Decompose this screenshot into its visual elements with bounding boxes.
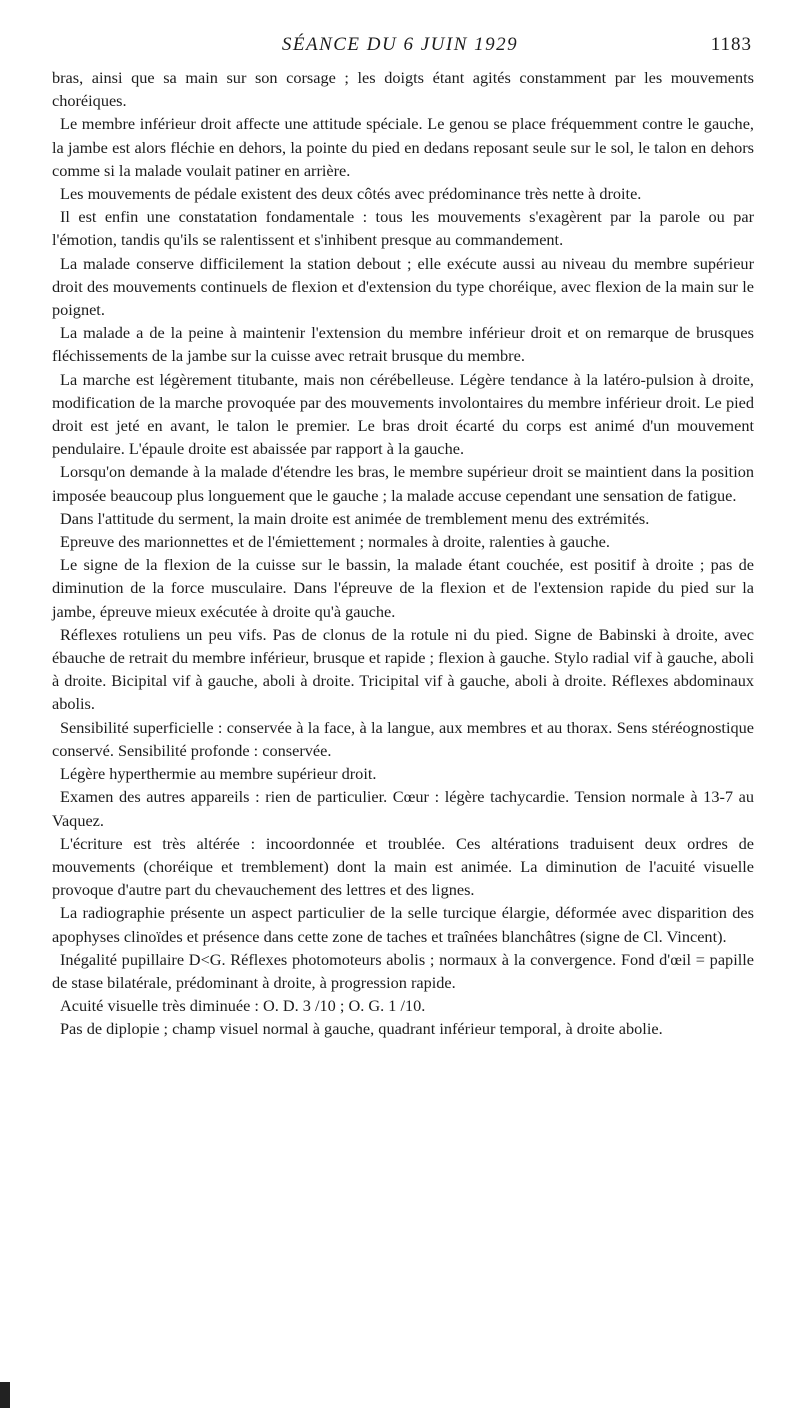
paragraph-pedal-movements: Les mouvements de pédale existent des deux côtés avec prédominance très nette à droite.: [60, 184, 642, 204]
running-title: SÉANCE DU 6 JUIN 1929: [281, 34, 519, 55]
paragraph-pupils: Inégalité pupillaire D<G. Réflexes photomoteurs abolis ; normaux à la convergence. Fond d'œil = papille de stase bilatérale, prédominant à droite, à progression rapide.: [52, 949, 754, 992]
scan-edge-mark: [0, 1382, 10, 1408]
paragraph-gait: La marche est légèrement titubante, mais non cérébelleuse. Légère tendance à la latéro-pulsion à droite, modification de la marche provoquée par des mouvements involontaires du membre inférieur droit. Le pied droit est jeté en avant, le talon le premier. Le bras droit écarté du corps est animé d'un mouvement pendulaire. L'épaule droite est abaissée par rapport à la gauche.: [52, 369, 754, 459]
paragraph-lower-limb-extension: La malade a de la peine à maintenir l'extension du membre inférieur droit et on remarque de brusques fléchissements de la jambe sur la cuisse avec retrait brusque du membre.: [52, 323, 754, 366]
paragraph-sensibility: Sensibilité superficielle : conservée à la face, à la langue, aux membres et au thorax. Sens stéréognostique conservé. Sensibilité profonde : conservée.: [52, 717, 754, 760]
paragraph-visual-acuity: Acuité visuelle très diminuée : O. D. 3 /10 ; O. G. 1 /10.: [60, 996, 426, 1016]
paragraph-arm-extension: Lorsqu'on demande à la malade d'étendre les bras, le membre supérieur droit se maintient dans la position imposée beaucoup plus longuement que le gauche ; la malade accuse cependant une sensation de fatigue.: [52, 462, 754, 505]
paragraph-standing: La malade conserve difficilement la station debout ; elle exécute aussi au niveau du membre supérieur droit des mouvements continuels de flexion et d'extension du type choréique, avec flexion de la main sur le poignet.: [52, 253, 754, 320]
body-text: [52, 66, 754, 1041]
paragraph-radiography: La radiographie présente un aspect particulier de la selle turcique élargie, déformée avec disparition des apophyses clinoïdes et présence dans cette zone de taches et traînées blanchâtres (signe de Cl. Vincent).: [52, 903, 754, 946]
paragraph-thigh-flexion: Le signe de la flexion de la cuisse sur le bassin, la malade étant couchée, est positif à droite ; pas de diminution de la force musculaire. Dans l'épreuve de la flexion et de l'extension rapide du pied sur la jambe, épreuve mieux exécutée à droite qu'à gauche.: [52, 555, 754, 621]
page-number: 1183: [710, 34, 752, 55]
paragraph-puppet-test: Epreuve des marionnettes et de l'émiettement ; normales à droite, ralenties à gauche.: [60, 532, 610, 552]
paragraph-diplopia: Pas de diplopie ; champ visuel normal à gauche, quadrant inférieur temporal, à droite abolie.: [60, 1019, 663, 1039]
paragraph-lower-limb-attitude: Le membre inférieur droit affecte une attitude spéciale. Le genou se place fréquemment contre le gauche, la jambe est alors fléchie en dehors, la pointe du pied en dedans reposant seule sur le sol, le talon en dehors comme si la malade voulait patiner en arrière.: [52, 114, 754, 180]
paragraph-oath-attitude: Dans l'attitude du serment, la main droite est animée de tremblement menu des extrémités.: [60, 508, 650, 528]
paragraph-continuation: bras, ainsi que sa main sur son corsage ; les doigts étant agités constamment par les mouvements choréiques.: [52, 68, 754, 111]
paragraph-fundamental-finding: Il est enfin une constatation fondamentale : tous les mouvements s'exagèrent par la parole ou par l'émotion, tandis qu'ils se ralentissent et s'inhibent presque au commandement.: [52, 207, 754, 250]
paragraph-other-systems: Examen des autres appareils : rien de particulier. Cœur : légère tachycardie. Tension normale à 13-7 au Vaquez.: [52, 787, 754, 830]
running-head: [0, 34, 800, 60]
paragraph-reflexes: Réflexes rotuliens un peu vifs. Pas de clonus de la rotule ni du pied. Signe de Babinski à droite, avec ébauche de retrait du membre inférieur, brusque et rapide ; flexion à gauche. Stylo radial vif à gauche, aboli à droite. Bicipital vif à gauche, aboli à droite. Tricipital vif à gauche, aboli à droite. Réflexes abdominaux abolis.: [52, 624, 754, 714]
paragraph-hyperthermia: Légère hyperthermie au membre supérieur droit.: [60, 764, 377, 784]
paragraph-handwriting: L'écriture est très altérée : incoordonnée et troublée. Ces altérations traduisent deux ordres de mouvements (choréique et tremblement) dont la main est animée. La diminution de l'acuité visuelle provoque d'autre part du chevauchement des lettres et des lignes.: [52, 833, 754, 900]
